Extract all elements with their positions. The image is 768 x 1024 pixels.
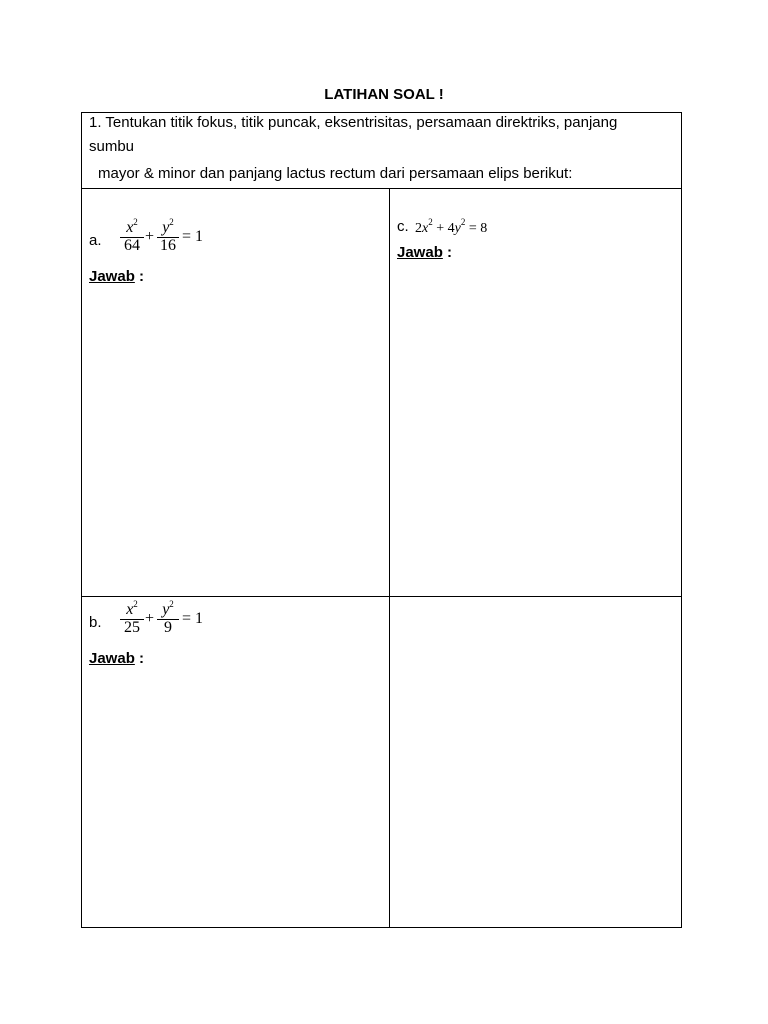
item-b-fraction-2: $y^2$ 9 (157, 599, 179, 643)
item-c-label: c. (397, 218, 409, 235)
item-a-answer-label: Jawab : (89, 268, 145, 285)
item-a-label: a. (89, 232, 102, 249)
item-a-equals: = 1 (182, 228, 204, 245)
item-a-plus: + (145, 228, 155, 245)
item-b-fraction-1: $x^2$ 25 (120, 599, 144, 643)
question-line-3: mayor & minor dan panjang lactus rectum dari persamaan elips berikut: (98, 165, 573, 182)
item-b-equation (120, 599, 260, 643)
item-c-equation: $2x^2 + 4y^2 = 8$ (415, 217, 488, 236)
question-line-2: sumbu (89, 138, 135, 155)
exercise-table (81, 112, 682, 928)
item-b-answer-label: Jawab : (89, 650, 145, 667)
item-c-cell (390, 190, 681, 595)
empty-cell (390, 597, 681, 927)
item-b-plus: + (145, 610, 155, 627)
question-line-1: 1. Tentukan titik fokus, titik puncak, eksentrisitas, persamaan direktriks, panjang (89, 114, 618, 131)
item-a-fraction-2: $y^2$ 16 (157, 217, 179, 261)
item-b-equals: = 1 (182, 610, 204, 627)
item-a-cell (82, 190, 388, 595)
item-a-equation (120, 217, 260, 261)
item-b-label: b. (89, 614, 102, 631)
item-c-answer-label: Jawab : (397, 244, 453, 261)
question-instructions (82, 113, 681, 189)
item-b-cell (82, 597, 388, 927)
item-a-fraction-1: $x^2$ 64 (120, 217, 144, 261)
page-title: LATIHAN SOAL ! (324, 86, 444, 103)
